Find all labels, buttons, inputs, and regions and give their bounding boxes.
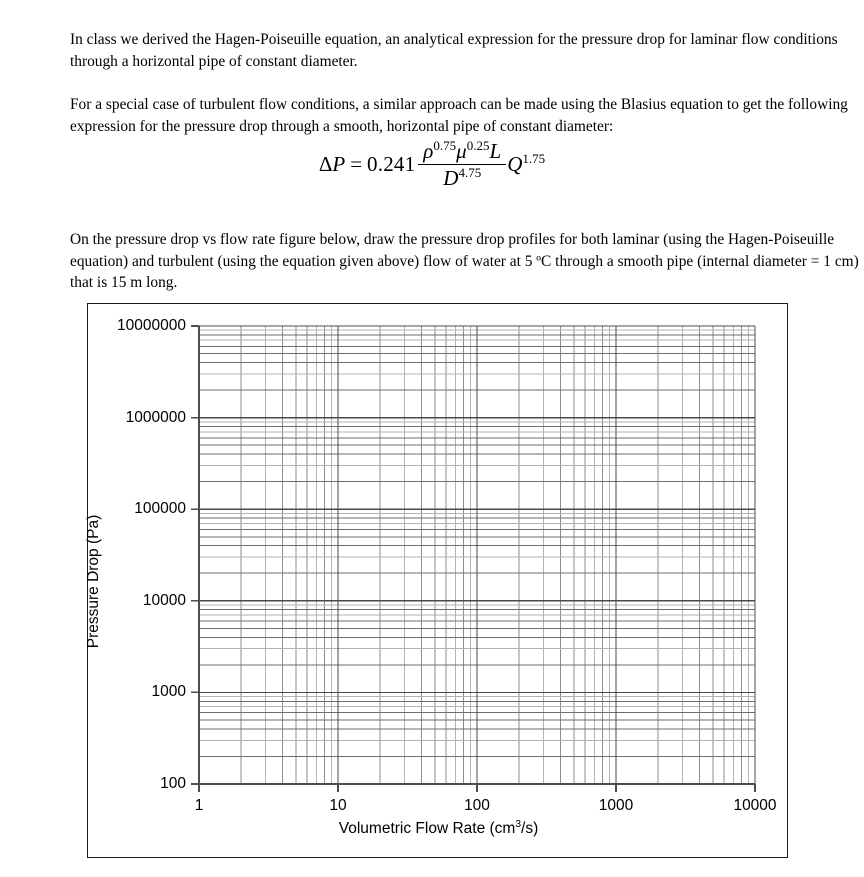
equation-diameter-exponent: 4.75 (458, 165, 482, 181)
equation-fraction (418, 139, 506, 190)
equation-denominator (438, 165, 486, 190)
y-axis-title (81, 304, 107, 859)
equation-rho-symbol: ρ (423, 139, 434, 163)
x-axis-title-suffix: /s) (521, 820, 539, 837)
equation-operator: = (350, 152, 363, 177)
x-axis-title-superscript: 3 (515, 818, 522, 830)
equation-coefficient: 0.241 (367, 152, 416, 177)
pressure-drop-equation (0, 139, 864, 190)
task-paragraph: On the pressure drop vs flow rate figure below, draw the pressure drop profiles for both laminar (using the Hagen-Poiseuille equation) and turbulent (using the equation given above) flow of water at 5 ºC through a smooth pipe (internal diameter = 1 cm) that is 15 m long. (70, 231, 859, 292)
pressure-drop-chart (85, 304, 789, 859)
y-tick-label: 10000 (142, 591, 186, 609)
x-axis-title (88, 820, 789, 838)
y-axis-title-text: Pressure Drop (Pa) (85, 514, 102, 649)
equation-flowrate-term (507, 152, 545, 177)
equation-lhs-variable: P (332, 152, 346, 177)
log-log-grid (88, 304, 789, 859)
equation-row (319, 139, 545, 190)
x-tick-label: 1000 (598, 797, 634, 814)
x-tick-label: 10 (329, 797, 347, 814)
x-tick-label: 10000 (733, 797, 777, 814)
equation-length-symbol: L (489, 139, 502, 163)
figure-frame (87, 303, 788, 858)
equation-numerator (418, 139, 506, 165)
equation-flowrate-symbol: Q (507, 152, 523, 177)
y-tick-label: 10000000 (117, 317, 186, 334)
blasius-paragraph: For a special case of turbulent flow conditions, a similar approach can be made using the Blasius equation to get the following expression for the pressure drop through a smooth, horizontal pipe of constant diameter: (70, 96, 848, 135)
equation-rho-exponent: 0.75 (433, 138, 457, 153)
y-tick-label: 1000 (151, 683, 186, 701)
equation-delta: Δ (318, 152, 333, 177)
equation-flowrate-exponent: 1.75 (522, 151, 546, 167)
equation-diameter-symbol: D (443, 166, 459, 191)
x-tick-label: 100 (464, 797, 490, 814)
x-axis-title-prefix: Volumetric Flow Rate (cm (338, 820, 516, 837)
y-tick-label: 1000000 (125, 408, 186, 426)
intro-paragraph: In class we derived the Hagen-Poiseuille equation, an analytical expression for the pressure drop for laminar flow conditions through a horizontal pipe of constant diameter. (70, 31, 838, 70)
x-tick-label: 1 (194, 797, 204, 814)
equation-mu-exponent: 0.25 (466, 138, 490, 153)
equation-mu-symbol: μ (456, 139, 467, 163)
y-tick-label: 100000 (134, 500, 186, 518)
y-tick-label: 100 (160, 775, 186, 792)
